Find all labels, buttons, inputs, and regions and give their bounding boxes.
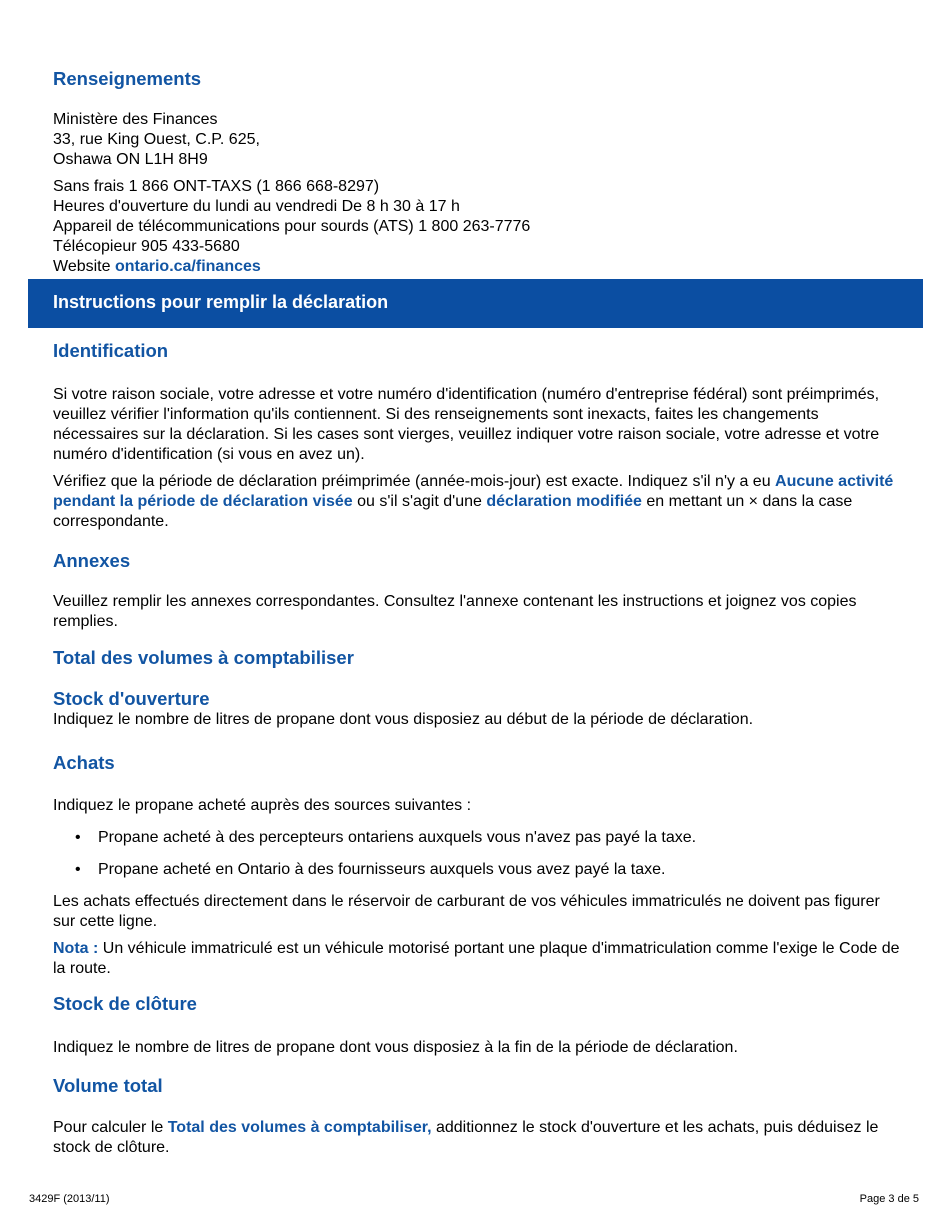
contact-details <box>53 177 903 277</box>
banner-title: Instructions pour remplir la déclaration <box>53 292 389 312</box>
para2-text: Vérifiez que la période de déclaration préimprimée (année-mois-jour) est exacte. Indiquez s'il n'y a eu <box>53 473 776 490</box>
total-volume-title: Volume total <box>53 1075 163 1096</box>
contact-hours: Heures d'ouverture du lundi au vendredi De 8 h 30 à 17 h <box>53 198 460 215</box>
purchases-text: Les achats effectués directement dans le réservoir de carburant de vos véhicules immatriculés ne doivent pas figurer sur cette ligne. <box>53 893 880 930</box>
contact-fax: Télécopieur 905 433-5680 <box>53 238 240 255</box>
purchases-list <box>53 828 903 848</box>
total-volume-text <box>53 1118 903 1158</box>
closing-stock-title: Stock de clôture <box>53 993 197 1014</box>
total-volume-text-part: additionnez le stock d'ouverture et les achats, puis déduisez le stock de clôture. <box>53 1119 879 1156</box>
annexes-title: Annexes <box>53 550 131 571</box>
note-text: Un véhicule immatriculé est un véhicule motorisé portant une plaque d'immatriculation comme l'exige le Code de la route. <box>53 940 900 977</box>
contact-phone: Sans frais 1 866 ONT-TAXS (1 866 668-8297) <box>53 178 380 195</box>
identification-paragraph-2 <box>53 472 903 532</box>
contact-title: Renseignements <box>53 68 202 89</box>
opening-stock-title: Stock d'ouverture <box>53 688 210 709</box>
list-item-text: Propane acheté à des percepteurs ontariens auxquels vous n'avez pas payé la taxe. <box>98 829 697 846</box>
address-line: Ministère des Finances <box>53 111 218 128</box>
purchases-list <box>53 860 903 880</box>
contact-website <box>53 257 903 277</box>
instructions-banner <box>28 279 923 328</box>
purchases-note <box>53 939 903 979</box>
purchases-intro: Indiquez le propane acheté auprès des sources suivantes : <box>53 797 472 814</box>
note-label: Nota : <box>53 940 99 957</box>
total-volumes-emphasis: Total des volumes à comptabiliser, <box>167 1119 432 1136</box>
total-volume-text-part: Pour calculer le <box>53 1119 168 1136</box>
annexes-text: Veuillez remplir les annexes correspondantes. Consultez l'annexe contenant les instructions et joignez vos copies remplies. <box>53 593 857 630</box>
closing-stock-text: Indiquez le nombre de litres de propane dont vous disposiez à la fin de la période de déclaration. <box>53 1039 738 1056</box>
address-line: 33, rue King Ouest, C.P. 625, <box>53 131 260 148</box>
contact-tty: Appareil de télécommunications pour sourds (ATS) 1 800 263-7776 <box>53 218 531 235</box>
list-item <box>53 860 903 880</box>
form-code: 3429F (2013/11) <box>29 1193 110 1205</box>
address-line: Oshawa ON L1H 8H9 <box>53 151 208 168</box>
bullet-icon: • <box>75 861 81 878</box>
list-item <box>53 828 903 848</box>
para2-text: en mettant un × dans la case correspondante. <box>53 493 853 530</box>
no-activity-emphasis: Aucune activité pendant la période de déclaration visée <box>53 473 894 510</box>
amended-return-emphasis: déclaration modifiée <box>486 493 642 510</box>
total-volumes-title: Total des volumes à comptabiliser <box>53 647 354 668</box>
opening-stock-text: Indiquez le nombre de litres de propane dont vous disposiez au début de la période de déclaration. <box>53 711 754 728</box>
identification-title: Identification <box>53 340 169 361</box>
website-label: Website <box>53 258 111 275</box>
para2-text: ou s'il s'agit d'une <box>352 493 487 510</box>
purchases-title: Achats <box>53 752 115 773</box>
list-item-text: Propane acheté en Ontario à des fournisseurs auxquels vous avez payé la taxe. <box>98 861 666 878</box>
bullet-icon: • <box>75 829 81 846</box>
identification-paragraph-1: Si votre raison sociale, votre adresse et votre numéro d'identification (numéro d'entreprise fédéral) sont préimprimés, veuillez vérifier l'information qu'ils contiennent. Si des renseignements sont inexacts, faites les changements nécessaires sur la déclaration. Si les cases sont vierges, veuillez indiquer votre raison sociale, votre adresse et votre numéro d'identification (si vous en avez un). <box>53 386 880 463</box>
page-number: Page 3 de 5 <box>859 1193 919 1205</box>
website-link[interactable]: ontario.ca/finances <box>114 258 261 275</box>
contact-address <box>53 110 903 170</box>
